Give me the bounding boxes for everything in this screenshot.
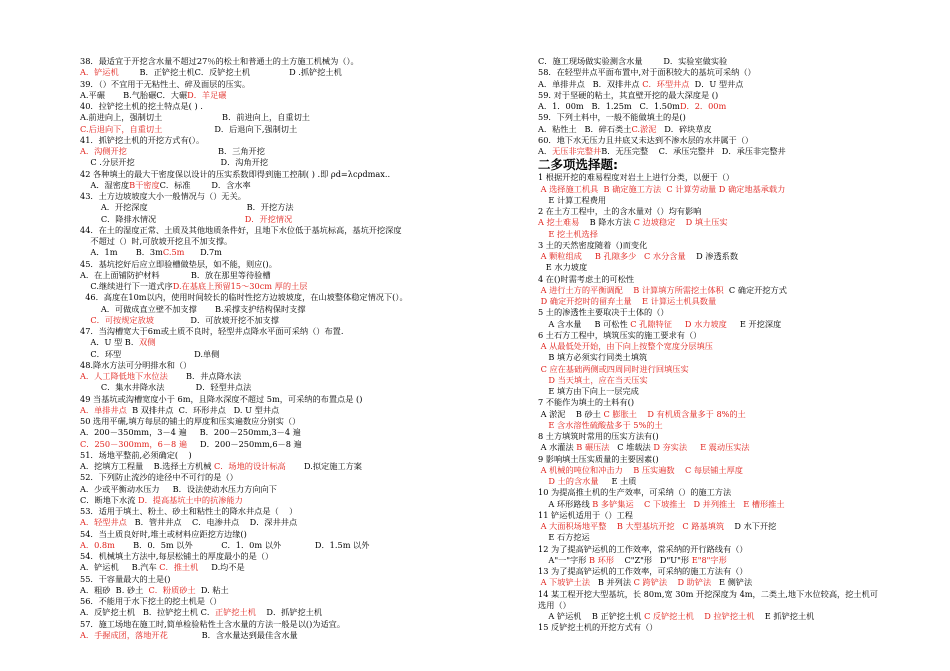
question-text: C．标准 D．含水率	[159, 179, 251, 190]
question-text: A．1．00m B．1.25m C．1.50m	[538, 101, 680, 111]
question-text: 3 土的天然密度随着（)而变化	[538, 239, 648, 250]
text-line	[538, 364, 873, 375]
question-text: A 铲运机 B 正铲挖土机	[538, 611, 645, 621]
answer-text: B 多铲集运 C 下坡推土 D 并列推土 E 槽形推土	[592, 498, 785, 509]
text-line	[80, 574, 535, 585]
question-text: 54．当土质良好时,堆土或材料应距挖方边缘()	[80, 528, 247, 539]
text-line	[80, 630, 535, 641]
answer-text: C．环型井点	[642, 78, 690, 89]
question-text: A．铲运机 B.汽车	[80, 562, 160, 573]
text-line	[538, 79, 873, 90]
text-line	[538, 544, 873, 555]
question-text: 4 在()时需考虑土的可松性	[538, 273, 635, 284]
left-column	[80, 56, 535, 641]
question-text: 13 为了提高铲运机的工作效率，可采纳的施工方法有（）	[538, 566, 748, 576]
text-line	[538, 431, 873, 442]
answer-text: A 进行土方的平衡调配 B 计算填方所需挖土体积	[538, 284, 724, 295]
question-text: 54．机械填土方法中,每层松铺土的厚度最小的是（）	[80, 551, 274, 561]
question-text: C.继续进行下一道式序	[80, 281, 173, 291]
answer-text: D 当天填土，应在当天压实	[538, 374, 648, 385]
section-heading: 二多项选择题:	[538, 157, 618, 173]
text-line	[80, 495, 535, 506]
answer-text: A 颗粒组成 B 孔隙多少 C 水分含量	[538, 251, 686, 261]
question-text: 43．土方边坡坡度大小一般情况与（）无关。	[80, 191, 246, 201]
answer-text: A．手握成团，落地开花	[80, 629, 168, 640]
text-line	[80, 259, 535, 270]
question-text: E 填方由下向上一层完成	[538, 386, 639, 396]
text-line	[538, 611, 873, 622]
text-line	[80, 225, 535, 236]
text-line	[538, 588, 878, 600]
question-text: 11 铲运机适用于（）工程	[538, 509, 633, 520]
question-text: 40．拉铲挖土机的挖土特点是( ) .	[80, 101, 203, 111]
question-text: 46．高度在10m以内，使用时间较长的临时性挖方边坡坡度，在山坡整体稳定情况下(）。	[80, 292, 408, 303]
text-line	[538, 577, 873, 588]
question-text: C .分层开挖 D．沟角开挖	[80, 157, 269, 168]
text-line	[80, 236, 535, 247]
question-text: A．可做成直立壁不加支撑 B.采撑支护结构保时支撑	[80, 303, 306, 314]
question-text: D．可放坡开挖不加支撑	[154, 314, 279, 325]
question-text: 38．最适宜于开挖含水量不超过27％的松土和普通土的土方施工机械为（）。	[80, 56, 359, 66]
answer-text: A 挖土难易	[538, 217, 580, 228]
text-line	[80, 124, 535, 135]
question-text: 12 为了提高铲运机的工作效率，常采纳的开行路线有（）	[538, 543, 748, 554]
answer-text: 双侧	[139, 337, 156, 348]
text-line	[538, 135, 873, 146]
question-text: 2 在土方工程中，土的含水量对（）均有影响	[538, 206, 702, 216]
answer-text: 正铲挖土机	[215, 607, 256, 618]
text-line	[80, 90, 535, 101]
answer-text: D 确定开挖时的留弃土量 E 计算运土机具数量	[538, 296, 717, 306]
text-line	[80, 157, 535, 168]
text-line	[80, 382, 535, 393]
question-text: A.平碾 B.气胎碾C．大碾	[80, 89, 188, 100]
question-text: A．开挖深度 B．开挖方法	[80, 202, 294, 213]
question-text: E 水力坡度	[538, 262, 588, 273]
answer-text: A．轻型井点	[80, 517, 127, 528]
text-line	[80, 247, 535, 258]
question-text: D 水下开挖	[724, 521, 777, 531]
question-text: 6 土石方工程中，填筑压实的施工要求有（）	[538, 329, 702, 340]
text-line	[80, 67, 535, 78]
answer-text: C．粉质砂土	[148, 584, 196, 595]
text-line	[80, 416, 535, 427]
question-text: A．	[538, 146, 553, 156]
text-line	[538, 56, 873, 67]
text-line	[80, 529, 535, 540]
question-text: 选用（）	[538, 599, 571, 610]
question-text: A 环形路线	[538, 498, 593, 509]
question-text: A．在上面铺防护材料 B．放在那里等待验槽	[80, 269, 271, 280]
text-line	[80, 607, 535, 618]
question-text: A 淤泥 B 砂土	[538, 408, 604, 419]
text-line	[538, 112, 873, 123]
answer-text: D 助铲法	[667, 577, 712, 588]
question-text: 51．场地平整前,必须确定( )	[80, 449, 192, 460]
text-line	[538, 229, 873, 240]
text-line	[538, 510, 873, 521]
text-line	[538, 420, 873, 431]
text-line	[538, 409, 873, 420]
answer-text: A．单排井点	[80, 404, 127, 415]
text-line	[80, 101, 535, 112]
question-text: A．反铲挖土机 B．拉铲挖土机 C．	[80, 607, 216, 618]
question-text: 58．在轻型井点平面布置中,对于面积较大的基坑可采纳（）	[538, 67, 756, 78]
text-line	[80, 56, 535, 67]
text-line	[538, 521, 873, 532]
question-text: E 开挖深度	[726, 318, 782, 329]
question-text: 15 反铲挖土机的开挖方式有（）	[538, 622, 658, 633]
question-text: 48.降水方法可分明排水和（）	[80, 359, 192, 370]
text-line	[538, 262, 873, 273]
question-text: 42 各种填土的最大干密度保以设计的压实系数即得到施工控制( ) .即 ρd=λcρdmax..	[80, 168, 391, 179]
text-line	[80, 202, 535, 213]
answer-text: B 环形	[589, 554, 615, 565]
text-line	[538, 442, 873, 453]
answer-text: D 夯实法 E 震动压实法	[653, 442, 750, 453]
question-text: 49 当基坑或沟槽宽度小于 6m，且降水深度不超过 5m，可采纳的布置点是 ()	[80, 393, 363, 404]
question-text: A.前进向上，强制切土 B．前进向上，自重切土	[80, 112, 310, 123]
question-text: A．少或平衡动水压力 B．设法使动水压力方向向下	[80, 483, 277, 494]
question-text: C．集水井降水法 D．轻型井点法	[80, 382, 252, 393]
text-line	[538, 274, 873, 285]
text-line	[538, 285, 873, 296]
text-line	[538, 184, 873, 195]
text-line	[80, 551, 535, 562]
text-line	[80, 270, 535, 281]
question-text: E 抓铲挖土机	[754, 611, 815, 621]
answer-text: A．沟侧开挖	[80, 146, 127, 156]
text-line	[80, 506, 535, 517]
question-text: A．湿密度	[80, 179, 130, 190]
question-text: 47．当沟槽宽大于6m或土质不良时，轻型井点降水平面可采纳（）布置.	[80, 326, 344, 336]
text-line	[80, 180, 535, 191]
question-text: 7 不能作为填土的土料有()	[538, 397, 635, 408]
question-text: 9 影响填土压实质量的主要因素()	[538, 453, 659, 464]
text-line	[538, 499, 873, 510]
text-line	[538, 476, 873, 487]
text-line	[538, 375, 873, 386]
text-line	[80, 214, 535, 225]
text-line	[538, 124, 873, 135]
question-text: 57．施工场地在施工时,简单检验粘性土含水量的方法一般是以()为适宜。	[80, 618, 346, 629]
text-line	[538, 217, 873, 228]
question-text: 53．适用于填土、粉土、砂土和粘性土的降水井点是（ ）	[80, 506, 298, 516]
text-line	[80, 461, 535, 472]
text-line	[80, 585, 535, 596]
answer-text: A．人工降低地下水位法	[80, 371, 168, 381]
answer-text: B干密度	[129, 179, 160, 190]
answer-text: C 边坡稳定 D 填土压实	[633, 217, 728, 228]
text-line	[538, 622, 873, 633]
text-line	[538, 307, 873, 318]
answer-text: D 土的含水量	[538, 476, 599, 486]
text-line	[80, 304, 535, 315]
text-line	[80, 360, 535, 371]
text-line	[538, 454, 873, 465]
question-text: 1 根据开挖的难易程度对岩土上进行分类，以便于（）	[538, 172, 735, 183]
text-line	[538, 487, 873, 498]
question-text: A．U 型 B．	[80, 337, 140, 348]
text-line	[80, 281, 535, 292]
text-line	[80, 349, 535, 360]
question-text: A 水灌法	[538, 442, 577, 453]
answer-text: C 反铲挖土机 D 拉铲挖土机	[644, 611, 755, 621]
text-line	[80, 596, 535, 607]
answer-text: C．推土机	[159, 562, 199, 573]
question-text: A．挖填方工程量 B.选择土方机械	[80, 461, 214, 471]
question-text: C．降排水情况	[80, 213, 245, 224]
question-text: E 土质	[598, 476, 637, 486]
question-text: A．粘性土 B．碎石类土	[538, 123, 632, 134]
answer-text: C 孔隙特征 D 水力坡度	[630, 318, 727, 329]
text-line	[538, 600, 873, 611]
answer-text: C.淤泥	[631, 123, 657, 134]
answer-text: A 选择施工机具 B 确定施工方法 C 计算劳动量 D 确定地基承载力	[538, 183, 786, 194]
question-text: A 含水量 B 可松性	[538, 318, 631, 329]
answer-text: D 有机质含量多于 8%的土	[636, 408, 746, 419]
text-line	[538, 206, 873, 217]
text-line	[80, 619, 535, 630]
question-text: C．施工现场做实验测含水量 D．实验室做实验	[538, 56, 728, 66]
text-line	[80, 326, 535, 337]
answer-text: C．场地的设计标高	[213, 461, 286, 471]
question-text: 59．下列土料中，一般不能做填土的是()	[538, 112, 686, 123]
question-text: 14 某工程开挖大型基坑，长 80m,宽 30m 开挖深度为 4m，二类土,地下水位较高，挖土机可	[538, 588, 878, 599]
question-text: 45．基坑挖好后应立即验槽做垫层，如不能，则应()。	[80, 258, 277, 269]
question-text: 44．在土的湿度正常、土质及其他地质条件好，且地下水位低于基坑标高，基坑开挖深度	[80, 224, 402, 235]
answer-text: A 机械的吨位和冲击力 B 压实遍数 C 每层铺土厚度	[538, 464, 743, 475]
answer-text: D．开挖情况	[244, 213, 293, 224]
answer-text: C 应在基础两侧或四周同时进行回填压实	[538, 363, 689, 374]
text-line	[80, 394, 535, 405]
right-column	[538, 56, 878, 634]
answer-text: A．铲运机	[80, 67, 119, 78]
text-line	[80, 540, 535, 551]
question-text: 不超过（）时,可放坡开挖且不加支撑。	[80, 236, 233, 246]
text-line	[80, 112, 535, 123]
question-text: 52．下列防止流沙的途径中不可行的是（）	[80, 472, 238, 483]
question-text: B．三角开挖	[126, 146, 265, 156]
text-line	[80, 191, 535, 202]
text-line	[538, 566, 873, 577]
question-text: B．无压完整 C．承压完整井 D．承压非完整井	[601, 146, 786, 156]
answer-text: C．250－300mm，6－8 遍	[80, 438, 188, 449]
answer-text: D．羊足碾	[187, 89, 227, 100]
text-line	[80, 371, 535, 382]
text-line	[538, 296, 873, 307]
text-line	[80, 315, 535, 326]
question-text: C．断地下水流	[80, 494, 138, 505]
text-line	[80, 472, 535, 483]
answer-text: C．可按规定放坡	[80, 314, 154, 325]
text-line	[80, 292, 535, 303]
text-line	[80, 79, 535, 90]
question-text: D.均不是	[198, 562, 245, 573]
question-text: 56．不能用于水下挖土的挖土机是（）	[80, 596, 222, 606]
text-line	[538, 240, 873, 251]
text-line	[80, 146, 535, 157]
answer-text: C 跨铲法	[633, 577, 668, 588]
answer-text: E"8"字形	[691, 554, 727, 565]
text-line	[538, 251, 873, 262]
question-text: D. 粘土	[195, 584, 229, 595]
text-line	[538, 465, 873, 476]
text-line	[538, 172, 873, 183]
question-text: B．含水量达到最佳含水量	[167, 629, 298, 640]
question-text: B 双排井点 C．环形井点 D. U 型井点	[126, 404, 280, 415]
text-line	[538, 341, 873, 352]
answer-text: C 膨胀土	[603, 408, 637, 419]
answer-text: B 碾压法	[576, 442, 610, 453]
text-line	[80, 439, 535, 450]
text-line	[538, 319, 873, 330]
text-line	[80, 450, 535, 461]
text-line	[538, 146, 873, 157]
question-text: D.7m	[184, 247, 222, 258]
question-text: D．后退向下,强制切土	[162, 123, 298, 134]
answer-text: C.5m	[162, 247, 185, 258]
question-text: 8 土方填筑时常用的压实方法有()	[538, 431, 659, 441]
question-text: D．碎块草皮	[656, 123, 712, 134]
question-text: A．200－350mm，3－4 遍 B．200－250mm,3－4 遍	[80, 427, 301, 438]
text-line	[80, 337, 535, 348]
question-text: C 确定开挖方式	[723, 284, 787, 295]
question-text: C．环型 D.单侧	[80, 348, 220, 359]
question-text: B．正铲挖土机C．反铲挖土机 D .抓铲挖土机	[118, 67, 342, 78]
answer-text: 无压非完整井	[552, 146, 602, 156]
text-line	[538, 195, 873, 206]
question-text: B．管井井点 C．电渗井点 D．深井井点	[126, 517, 298, 528]
question-text: D 渗透系数	[685, 251, 739, 261]
question-text: 39．（）不宜用于无粘性土、碎及面层的压实。	[80, 78, 251, 89]
answer-text: A 下坡铲土法	[538, 577, 591, 588]
question-text: 5 土的渗透性主要取决于土体的（）	[538, 307, 669, 318]
question-text: 59. 对于坚硬的粘土，其直壁开挖的最大深度是 ()	[538, 89, 719, 100]
text-line	[538, 67, 873, 78]
question-text: A．粗砂 B. 砂土	[80, 584, 149, 595]
answer-text: E 含水溶性硫酸盐多于 5%的土	[538, 419, 663, 430]
question-text: E 侧铲法	[711, 577, 753, 588]
question-text: A"一"字形	[538, 554, 590, 565]
text-line	[538, 90, 873, 101]
answer-text: A 从最低处开始，由下向上按整个宽度分层填压	[538, 341, 713, 351]
question-text: B．0．5m 以外 C．1．0m 以外 D．1.5m 以外	[114, 539, 370, 550]
question-text: B 填方必须实行同类土填筑	[538, 352, 648, 363]
question-text: 55．干容量最大的土是()	[80, 573, 171, 584]
answer-text: A 大面积场地平整 B 大型基坑开挖 C 路基填筑	[538, 521, 725, 531]
question-text: 60．地下水无压力且井底又未达到不渗水层的水井属于（）	[538, 134, 754, 145]
question-text: E 计算工程费用	[538, 194, 607, 205]
question-text: B．井点降水法	[167, 371, 242, 381]
question-text: 41．抓铲挖土机的开挖方式有(）。	[80, 134, 205, 145]
answer-text: C.后退向下，自重切土	[80, 123, 163, 134]
text-line	[80, 169, 535, 180]
question-text: D．200－250mm,6－8 遍	[187, 438, 302, 449]
text-line	[538, 555, 873, 566]
answer-text: D．2．00m	[679, 101, 727, 111]
answer-text: A．0.8m	[80, 539, 115, 550]
text-line	[80, 405, 535, 416]
text-line	[538, 532, 873, 543]
question-text: B 降水方法	[579, 217, 634, 228]
question-text: A．1m B．3m	[80, 247, 163, 258]
question-text: D．抓铲挖土机	[256, 607, 323, 618]
question-text: 50 选用平碾,填方每层的铺土的厚度和压实遍数应分别实（）	[80, 416, 301, 426]
question-text: 10 为提高推土机的生产效率，可采纳（）的施工方法	[538, 487, 732, 498]
question-text: C"Z"形 D"U"形	[614, 554, 692, 565]
question-text: D．U 型井点	[689, 78, 744, 89]
answer-text: E 挖土机选择	[538, 228, 598, 239]
text-line	[538, 330, 873, 341]
text-line	[538, 101, 873, 112]
question-text: B 并列法	[590, 577, 634, 588]
question-text: E 石方挖运	[538, 532, 590, 543]
text-line	[538, 386, 873, 397]
text-line	[80, 484, 535, 495]
text-line	[538, 352, 873, 363]
text-line	[538, 397, 873, 408]
answer-text: D．提高基坑土中的抗渗能力	[138, 494, 243, 505]
answer-text: D.在基底上预留15～30cm 厚的土层	[172, 281, 308, 291]
text-line	[80, 427, 535, 438]
text-line	[80, 517, 535, 528]
text-line	[80, 562, 535, 573]
question-text: D.拟定施工方案	[285, 461, 362, 471]
question-text: A．单排井点 B．双排井点	[538, 78, 643, 89]
text-line	[80, 135, 535, 146]
question-text: C 堆载法	[609, 442, 654, 453]
